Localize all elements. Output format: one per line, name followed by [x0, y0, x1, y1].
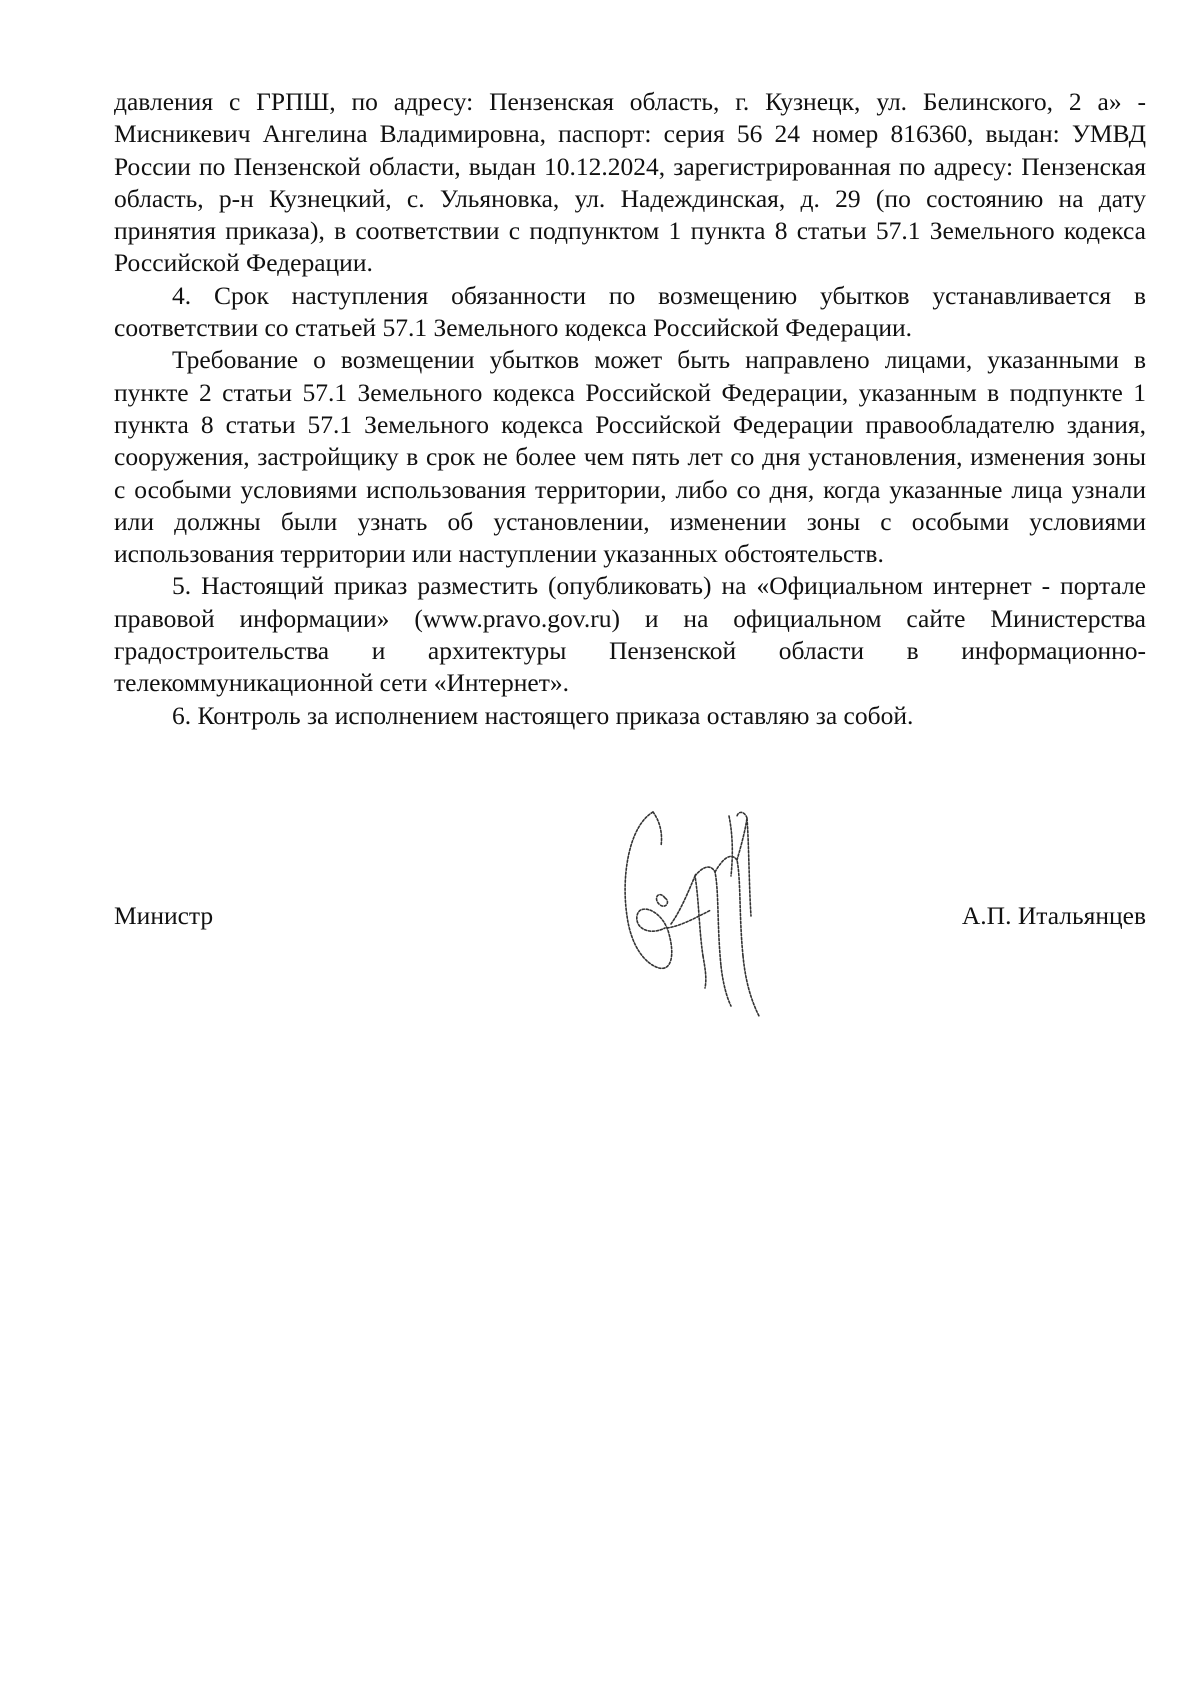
signature-image	[619, 806, 809, 1036]
paragraph-item-6: 6. Контроль за исполнением настоящего приказа оставляю за собой.	[172, 700, 914, 730]
document-body	[114, 86, 1146, 732]
signatory-title: Министр	[114, 901, 214, 930]
paragraph-continuation: давления с ГРПШ, по адресу: Пензенская область, г. Кузнецк, ул. Белинского, 2 а» - Мисникевич Ангелина Владимировна, паспорт: серия 56 24 номер 816360, выдан: УМВД России по Пензенской области, выдан 10.12.2024, зарегистрированная по адресу: Пензенская область, р-н Кузнецкий, с. Ульяновка, ул. Надеждинская, д. 29 (по состоянию на дату принятия приказа), в соответствии с подпунктом 1 пункта 8 статьи 57.1 Земельного кодекса Российской Федерации.	[114, 87, 1146, 278]
signature-block	[114, 806, 1146, 1026]
paragraph-damages-claim: Требование о возмещении убытков может быть направлено лицами, указанными в пункте 2 статьи 57.1 Земельного кодекса Российской Федерации, указанным в подпункте 1 пункта 8 статьи 57.1 Земельного кодекса Российской Федерации правообладателю здания, сооружения, застройщику в срок не более чем пять лет со дня установления, изменения зоны с особыми условиями использования территории, либо со дня, когда указанные лица узнали или должны были узнать об установлении, изменении зоны с особыми условиями использования территории или наступлении указанных обстоятельств.	[114, 345, 1146, 569]
paragraph-item-4: 4. Срок наступления обязанности по возмещению убытков устанавливается в соответствии со статьей 57.1 Земельного кодекса Российской Федерации.	[114, 280, 1146, 343]
paragraph-item-5: 5. Настоящий приказ разместить (опубликовать) на «Официальном интернет - портале правовой информации» (www.pravo.gov.ru) и на официальном сайте Министерства градостроительства и архитектуры Пензенской области в информационно-телекоммуникационной сети «Интернет».	[114, 571, 1146, 698]
signatory-name: А.П. Итальянцев	[961, 901, 1146, 930]
